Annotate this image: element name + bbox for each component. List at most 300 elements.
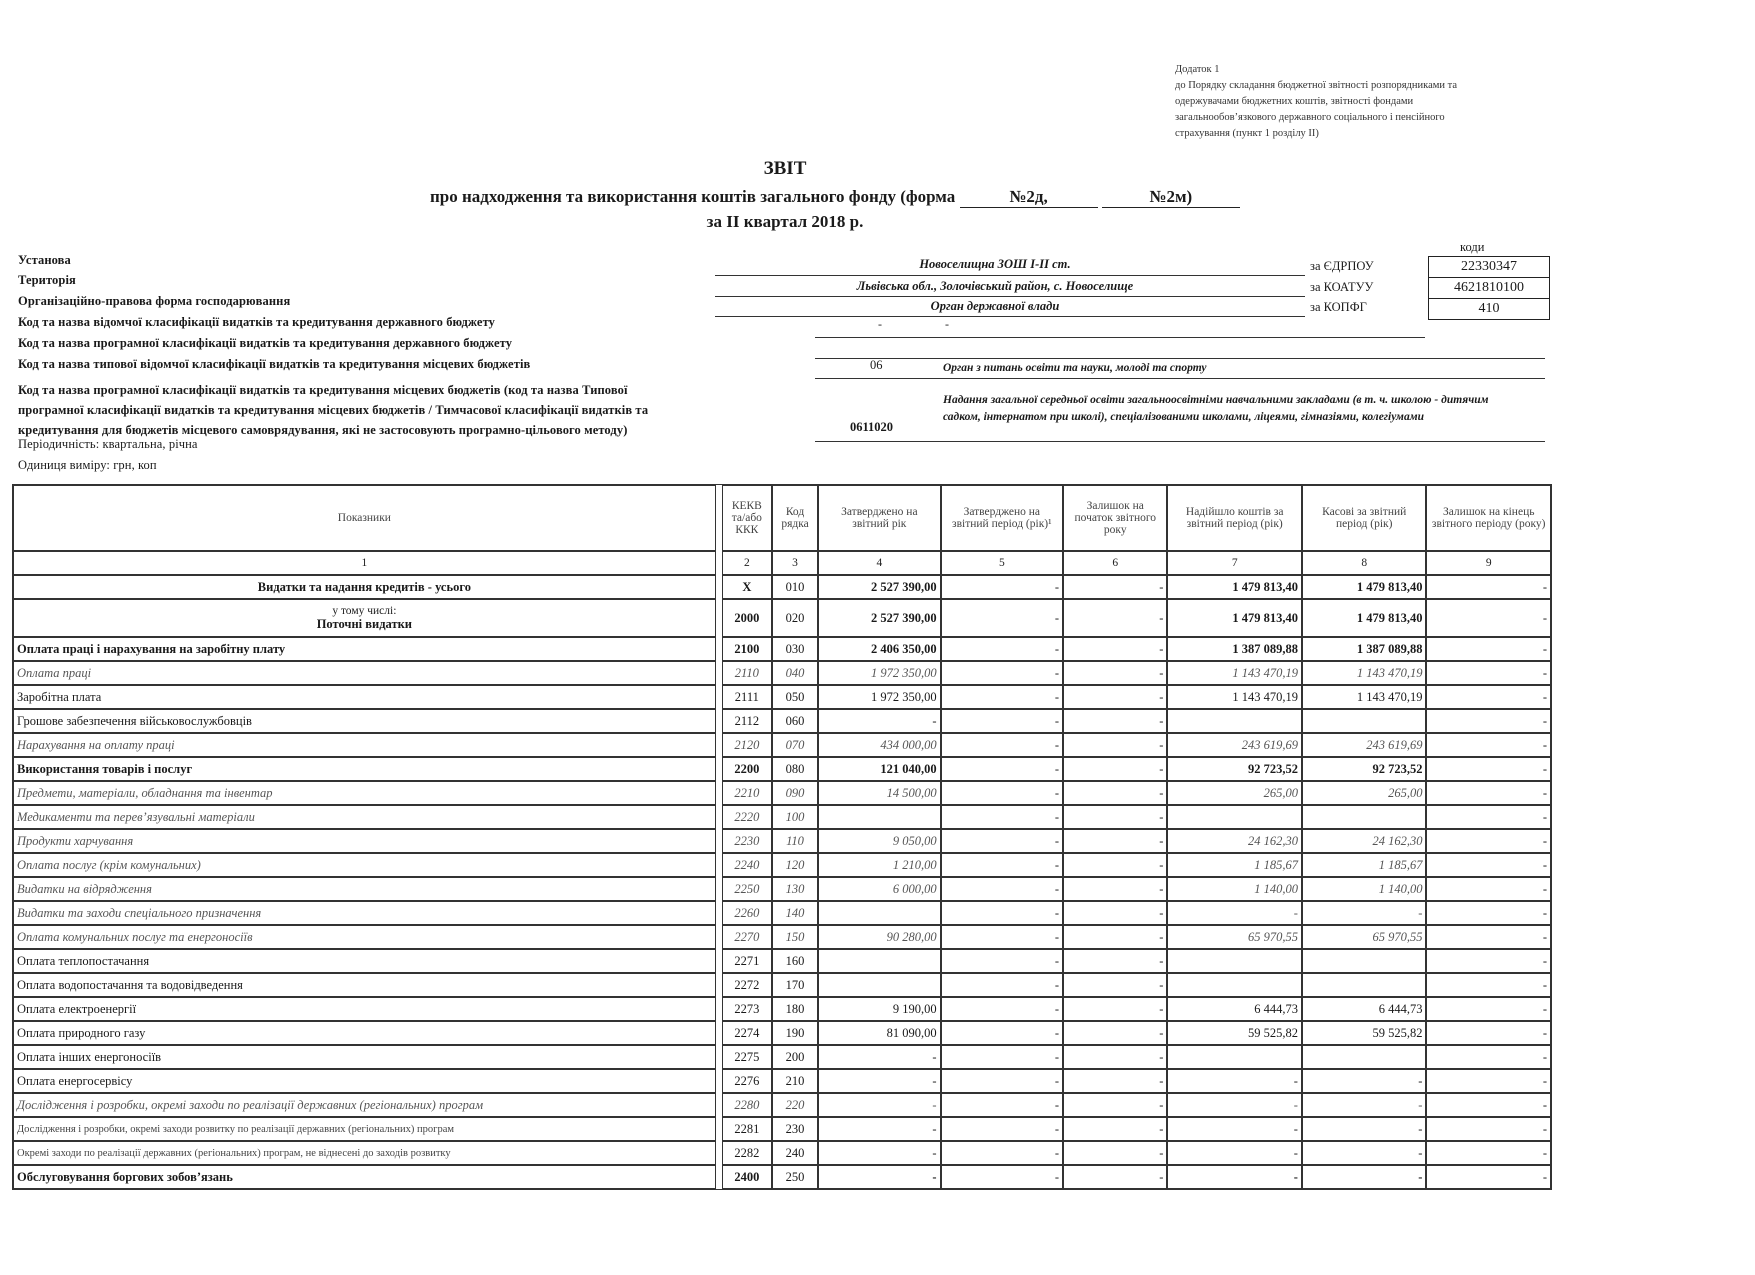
row-value-c9: - bbox=[1426, 997, 1551, 1021]
row-value-c5: - bbox=[941, 733, 1063, 757]
row-value-c9: - bbox=[1426, 805, 1551, 829]
row-value-c9: - bbox=[1426, 637, 1551, 661]
form-2m: №2м) bbox=[1102, 187, 1240, 208]
row-value-c8: - bbox=[1302, 1069, 1426, 1093]
row-value-c9: - bbox=[1426, 599, 1551, 637]
table-row bbox=[13, 1141, 1551, 1165]
row-value-c6: - bbox=[1063, 1069, 1167, 1093]
row-value-c4: - bbox=[818, 1117, 940, 1141]
table-row bbox=[13, 877, 1551, 901]
row-value-c6: - bbox=[1063, 685, 1167, 709]
row-name: Оплата природного газу bbox=[13, 1021, 716, 1045]
row-code: 250 bbox=[772, 1165, 818, 1189]
row-value-c9: - bbox=[1426, 1165, 1551, 1189]
row-value-c6: - bbox=[1063, 877, 1167, 901]
dept-state-name: - bbox=[945, 317, 949, 331]
row-name: Оплата комунальних послуг та енергоносіїв bbox=[13, 925, 716, 949]
row-value-c6: - bbox=[1063, 1117, 1167, 1141]
appendix-line: страхування (пункт 1 розділу II) bbox=[1175, 128, 1319, 139]
row-value-c4: 90 280,00 bbox=[818, 925, 940, 949]
divider bbox=[815, 441, 1545, 442]
appendix-line: Додаток 1 bbox=[1175, 64, 1220, 75]
row-kekv: 2260 bbox=[722, 901, 772, 925]
row-code: 020 bbox=[772, 599, 818, 637]
row-value-c9: - bbox=[1426, 1093, 1551, 1117]
appendix-line: загальнообов’язкового державного соціального і пенсійного bbox=[1175, 112, 1445, 123]
row-value-c5: - bbox=[941, 1165, 1063, 1189]
table-row bbox=[13, 853, 1551, 877]
row-value-c8 bbox=[1302, 1045, 1426, 1069]
row-code: 230 bbox=[772, 1117, 818, 1141]
row-name: Оплата енергосервісу bbox=[13, 1069, 716, 1093]
report-period: за ІІ квартал 2018 р. bbox=[706, 212, 864, 231]
row-code: 180 bbox=[772, 997, 818, 1021]
divider bbox=[715, 316, 1305, 317]
row-code: 100 bbox=[772, 805, 818, 829]
row-value-c5: - bbox=[941, 901, 1063, 925]
row-value-c7: - bbox=[1167, 901, 1302, 925]
row-value-c7 bbox=[1167, 973, 1302, 997]
row-name bbox=[13, 599, 716, 637]
header-cash: Касові за звітний період (рік) bbox=[1302, 485, 1426, 551]
row-value-c8: 243 619,69 bbox=[1302, 733, 1426, 757]
row-value-c9: - bbox=[1426, 575, 1551, 599]
row-value-c8: 1 143 470,19 bbox=[1302, 661, 1426, 685]
divider bbox=[715, 275, 1305, 276]
table-row bbox=[13, 637, 1551, 661]
row-kekv: 2271 bbox=[722, 949, 772, 973]
row-kekv: 2240 bbox=[722, 853, 772, 877]
row-value-c8: 1 143 470,19 bbox=[1302, 685, 1426, 709]
table-row bbox=[13, 1117, 1551, 1141]
header-balance-end: Залишок на кінець звітного періоду (року) bbox=[1426, 485, 1551, 551]
table-row bbox=[13, 709, 1551, 733]
row-value-c6: - bbox=[1063, 949, 1167, 973]
colnum: 2 bbox=[722, 551, 772, 575]
row-value-c8: 65 970,55 bbox=[1302, 925, 1426, 949]
row-value-c4: 1 210,00 bbox=[818, 853, 940, 877]
table-row bbox=[13, 973, 1551, 997]
table-row bbox=[13, 829, 1551, 853]
row-value-c4: - bbox=[818, 1141, 940, 1165]
row-value-c8: 1 387 089,88 bbox=[1302, 637, 1426, 661]
row-value-c5: - bbox=[941, 1069, 1063, 1093]
row-kekv: 2200 bbox=[722, 757, 772, 781]
row-name: Дослідження і розробки, окремі заходи по реалізації державних (регіональних) програм bbox=[13, 1093, 716, 1117]
row-code: 030 bbox=[772, 637, 818, 661]
row-value-c6: - bbox=[1063, 1021, 1167, 1045]
row-kekv: 2280 bbox=[722, 1093, 772, 1117]
row-value-c9: - bbox=[1426, 781, 1551, 805]
row-value-c7: - bbox=[1167, 1069, 1302, 1093]
row-value-c7 bbox=[1167, 709, 1302, 733]
row-name-text: Поточні видатки bbox=[316, 616, 413, 631]
row-name: Оплата водопостачання та водовідведення bbox=[13, 973, 716, 997]
row-value-c4: 81 090,00 bbox=[818, 1021, 940, 1045]
row-kekv: 2250 bbox=[722, 877, 772, 901]
prog-local-label bbox=[18, 380, 648, 440]
kopfg-code: 410 bbox=[1428, 298, 1550, 320]
row-value-c7: 1 479 813,40 bbox=[1167, 575, 1302, 599]
row-code: 140 bbox=[772, 901, 818, 925]
row-value-c8: 24 162,30 bbox=[1302, 829, 1426, 853]
row-value-c8: - bbox=[1302, 1141, 1426, 1165]
row-name: Окремі заходи по реалізації державних (регіональних) програм, не віднесені до заходів розвитку bbox=[13, 1141, 716, 1165]
row-value-c6: - bbox=[1063, 853, 1167, 877]
row-value-c6: - bbox=[1063, 781, 1167, 805]
row-value-c4: 1 972 350,00 bbox=[818, 685, 940, 709]
row-name: Видатки та надання кредитів - усього bbox=[13, 575, 716, 599]
row-value-c8: - bbox=[1302, 901, 1426, 925]
header-indicators: Показники bbox=[13, 485, 716, 551]
table-row bbox=[13, 1045, 1551, 1069]
divider bbox=[815, 337, 1425, 338]
colnum: 9 bbox=[1426, 551, 1551, 575]
row-code: 090 bbox=[772, 781, 818, 805]
table-row bbox=[13, 1021, 1551, 1045]
row-value-c6: - bbox=[1063, 575, 1167, 599]
row-value-c8: 265,00 bbox=[1302, 781, 1426, 805]
row-value-c7: 1 479 813,40 bbox=[1167, 599, 1302, 637]
table-row bbox=[13, 949, 1551, 973]
row-value-c9: - bbox=[1426, 829, 1551, 853]
row-name: Нарахування на оплату праці bbox=[13, 733, 716, 757]
appendix-note bbox=[1175, 62, 1555, 142]
prog-local-line: програмної класифікації видатків та кредитування місцевих бюджетів / Тимчасової класифікації видатків та bbox=[18, 403, 649, 417]
row-code: 170 bbox=[772, 973, 818, 997]
row-value-c6: - bbox=[1063, 973, 1167, 997]
row-value-c5: - bbox=[941, 1021, 1063, 1045]
row-value-c4: - bbox=[818, 709, 940, 733]
row-value-c6: - bbox=[1063, 1045, 1167, 1069]
prog-local-line: кредитування для бюджетів місцевого самоврядування, які не застосовують програмно-цільового методу) bbox=[18, 423, 628, 437]
row-value-c7: 24 162,30 bbox=[1167, 829, 1302, 853]
row-name: Оплата праці bbox=[13, 661, 716, 685]
row-kekv: 2274 bbox=[722, 1021, 772, 1045]
row-name: Продукти харчування bbox=[13, 829, 716, 853]
row-value-c9: - bbox=[1426, 925, 1551, 949]
koatuu-code: 4621810100 bbox=[1428, 277, 1550, 299]
legal-form-label: Організаційно-правова форма господарювання bbox=[18, 294, 291, 308]
row-value-c7: 92 723,52 bbox=[1167, 757, 1302, 781]
row-kekv: 2111 bbox=[722, 685, 772, 709]
row-value-c6: - bbox=[1063, 1093, 1167, 1117]
row-name-prefix: у тому числі: bbox=[332, 604, 397, 617]
row-code: 210 bbox=[772, 1069, 818, 1093]
row-value-c6: - bbox=[1063, 733, 1167, 757]
row-value-c5: - bbox=[941, 575, 1063, 599]
row-value-c6: - bbox=[1063, 599, 1167, 637]
row-kekv: 2400 bbox=[722, 1165, 772, 1189]
row-value-c9: - bbox=[1426, 877, 1551, 901]
row-kekv: 2272 bbox=[722, 973, 772, 997]
row-kekv: 2273 bbox=[722, 997, 772, 1021]
row-value-c8: - bbox=[1302, 1165, 1426, 1189]
row-value-c4 bbox=[818, 973, 940, 997]
row-code: 010 bbox=[772, 575, 818, 599]
header-balance-start: Залишок на початок звітного року bbox=[1063, 485, 1167, 551]
row-value-c8 bbox=[1302, 973, 1426, 997]
header-approved-year: Затверджено на звітний рік bbox=[818, 485, 940, 551]
row-name: Оплата інших енергоносіїв bbox=[13, 1045, 716, 1069]
territory-label: Територія bbox=[18, 273, 76, 287]
row-value-c7 bbox=[1167, 1045, 1302, 1069]
colnum: 8 bbox=[1302, 551, 1426, 575]
row-value-c8: 1 479 813,40 bbox=[1302, 599, 1426, 637]
row-value-c7: - bbox=[1167, 1093, 1302, 1117]
legal-form-value: Орган державної влади bbox=[930, 299, 1060, 313]
table-row bbox=[13, 1093, 1551, 1117]
row-name: Медикаменти та перев’язувальні матеріали bbox=[13, 805, 716, 829]
row-value-c5: - bbox=[941, 757, 1063, 781]
row-value-c9: - bbox=[1426, 1045, 1551, 1069]
row-value-c6: - bbox=[1063, 829, 1167, 853]
row-value-c5: - bbox=[941, 829, 1063, 853]
row-value-c6: - bbox=[1063, 1141, 1167, 1165]
row-kekv: 2281 bbox=[722, 1117, 772, 1141]
row-value-c5: - bbox=[941, 805, 1063, 829]
row-value-c4: - bbox=[818, 1093, 940, 1117]
row-name: Заробітна плата bbox=[13, 685, 716, 709]
dept-state-label: Код та назва відомчої класифікації видатків та кредитування державного бюджету bbox=[18, 315, 495, 329]
typ-local-label: Код та назва типової відомчої класифікації видатків та кредитування місцевих бюджетів bbox=[18, 357, 531, 371]
typ-local-code: 06 bbox=[870, 358, 883, 372]
row-value-c9: - bbox=[1426, 949, 1551, 973]
table-row bbox=[13, 925, 1551, 949]
row-code: 110 bbox=[772, 829, 818, 853]
report-table bbox=[12, 484, 1552, 1190]
row-value-c5: - bbox=[941, 685, 1063, 709]
table-row bbox=[13, 901, 1551, 925]
table-colnum-row bbox=[13, 551, 1551, 575]
colnum: 5 bbox=[941, 551, 1063, 575]
row-value-c5: - bbox=[941, 709, 1063, 733]
row-value-c9: - bbox=[1426, 685, 1551, 709]
row-value-c6: - bbox=[1063, 925, 1167, 949]
row-name: Грошове забезпечення військовослужбовців bbox=[13, 709, 716, 733]
row-value-c5: - bbox=[941, 599, 1063, 637]
row-code: 160 bbox=[772, 949, 818, 973]
row-value-c9: - bbox=[1426, 757, 1551, 781]
subtitle-text: про надходження та використання коштів загального фонду (форма bbox=[430, 187, 956, 206]
row-value-c4: 434 000,00 bbox=[818, 733, 940, 757]
row-value-c6: - bbox=[1063, 661, 1167, 685]
row-kekv: 2110 bbox=[722, 661, 772, 685]
row-name: Використання товарів і послуг bbox=[13, 757, 716, 781]
colnum: 6 bbox=[1063, 551, 1167, 575]
table-row bbox=[13, 781, 1551, 805]
header-received: Надійшло коштів за звітний період (рік) bbox=[1167, 485, 1302, 551]
row-code: 070 bbox=[772, 733, 818, 757]
table-row bbox=[13, 685, 1551, 709]
row-value-c7 bbox=[1167, 805, 1302, 829]
row-value-c6: - bbox=[1063, 637, 1167, 661]
row-value-c7: 265,00 bbox=[1167, 781, 1302, 805]
row-value-c6: - bbox=[1063, 757, 1167, 781]
row-code: 050 bbox=[772, 685, 818, 709]
row-kekv: Х bbox=[722, 575, 772, 599]
row-value-c4: - bbox=[818, 1069, 940, 1093]
row-kekv: 2230 bbox=[722, 829, 772, 853]
row-name: Дослідження і розробки, окремі заходи розвитку по реалізації державних (регіональних) програм bbox=[13, 1117, 716, 1141]
kopfg-label: за КОПФГ bbox=[1310, 300, 1367, 314]
colnum: 1 bbox=[13, 551, 716, 575]
row-value-c5: - bbox=[941, 1117, 1063, 1141]
divider bbox=[815, 358, 1545, 359]
appendix-line: до Порядку складання бюджетної звітності розпорядниками та bbox=[1175, 80, 1458, 91]
row-value-c7: - bbox=[1167, 1165, 1302, 1189]
institution-label: Установа bbox=[18, 253, 71, 267]
report-title: ЗВІТ bbox=[763, 158, 807, 179]
row-value-c8: 6 444,73 bbox=[1302, 997, 1426, 1021]
row-value-c5: - bbox=[941, 661, 1063, 685]
row-value-c4: 9 050,00 bbox=[818, 829, 940, 853]
row-value-c5: - bbox=[941, 637, 1063, 661]
row-value-c4: 121 040,00 bbox=[818, 757, 940, 781]
row-value-c8: 1 185,67 bbox=[1302, 853, 1426, 877]
row-value-c7: 65 970,55 bbox=[1167, 925, 1302, 949]
table-row bbox=[13, 661, 1551, 685]
row-name: Видатки та заходи спеціального призначення bbox=[13, 901, 716, 925]
unit-of-measure: Одиниця виміру: грн, коп bbox=[18, 458, 157, 472]
row-value-c4 bbox=[818, 901, 940, 925]
divider bbox=[815, 378, 1545, 379]
row-value-c7: 59 525,82 bbox=[1167, 1021, 1302, 1045]
prog-local-name: Надання загальної середньої освіти загальноосвітніми навчальними закладами (в т. ч. школою - дитячим садком, інтернатом при школі), спеціалізованими школами, ліцеями, гімназіями, колегіумами bbox=[943, 394, 1489, 423]
header-kekv: КЕКВ та/або ККК bbox=[722, 485, 772, 551]
row-value-c8 bbox=[1302, 805, 1426, 829]
row-value-c8: 1 140,00 bbox=[1302, 877, 1426, 901]
row-value-c9: - bbox=[1426, 1069, 1551, 1093]
row-value-c8: 1 479 813,40 bbox=[1302, 575, 1426, 599]
row-value-c7: 1 185,67 bbox=[1167, 853, 1302, 877]
row-value-c8: 59 525,82 bbox=[1302, 1021, 1426, 1045]
row-value-c5: - bbox=[941, 997, 1063, 1021]
row-value-c4: 9 190,00 bbox=[818, 997, 940, 1021]
row-value-c8: - bbox=[1302, 1093, 1426, 1117]
row-value-c4: - bbox=[818, 1045, 940, 1069]
table-row bbox=[13, 599, 1551, 637]
row-value-c6: - bbox=[1063, 805, 1167, 829]
row-name: Оплата електроенергії bbox=[13, 997, 716, 1021]
koatuu-label: за КОАТУУ bbox=[1310, 280, 1374, 294]
row-value-c9: - bbox=[1426, 1117, 1551, 1141]
table-row bbox=[13, 757, 1551, 781]
row-value-c4: 1 972 350,00 bbox=[818, 661, 940, 685]
row-value-c7: 1 143 470,19 bbox=[1167, 685, 1302, 709]
periodicity: Періодичність: квартальна, річна bbox=[18, 437, 198, 451]
typ-local-name: Орган з питань освіти та науки, молоді та спорту bbox=[943, 362, 1207, 374]
row-value-c9: - bbox=[1426, 661, 1551, 685]
row-value-c7: - bbox=[1167, 1117, 1302, 1141]
territory-value: Львівська обл., Золочівський район, с. Новоселище bbox=[856, 279, 1134, 293]
row-value-c9: - bbox=[1426, 853, 1551, 877]
row-value-c9: - bbox=[1426, 1141, 1551, 1165]
row-name: Оплата праці і нарахування на заробітну плату bbox=[13, 637, 716, 661]
row-code: 200 bbox=[772, 1045, 818, 1069]
table-row bbox=[13, 733, 1551, 757]
codes-header: коди bbox=[1460, 240, 1485, 254]
divider bbox=[715, 296, 1305, 297]
row-value-c5: - bbox=[941, 781, 1063, 805]
row-kekv: 2000 bbox=[722, 599, 772, 637]
report-subtitle bbox=[430, 187, 1240, 208]
row-value-c5: - bbox=[941, 973, 1063, 997]
table-row bbox=[13, 997, 1551, 1021]
row-value-c5: - bbox=[941, 925, 1063, 949]
row-value-c4 bbox=[818, 949, 940, 973]
prog-local-line: Код та назва програмної класифікації видатків та кредитування місцевих бюджетів (код та назва Типової bbox=[18, 383, 628, 397]
row-value-c7: 1 387 089,88 bbox=[1167, 637, 1302, 661]
row-value-c5: - bbox=[941, 1045, 1063, 1069]
row-value-c4: - bbox=[818, 1165, 940, 1189]
row-code: 120 bbox=[772, 853, 818, 877]
row-value-c5: - bbox=[941, 949, 1063, 973]
table-header-row bbox=[13, 485, 1551, 551]
appendix-line: одержувачами бюджетних коштів, звітності фондами bbox=[1175, 96, 1414, 107]
row-value-c7: 6 444,73 bbox=[1167, 997, 1302, 1021]
row-kekv: 2275 bbox=[722, 1045, 772, 1069]
row-value-c5: - bbox=[941, 877, 1063, 901]
row-kekv: 2220 bbox=[722, 805, 772, 829]
row-kekv: 2100 bbox=[722, 637, 772, 661]
row-value-c7: 243 619,69 bbox=[1167, 733, 1302, 757]
row-value-c8: - bbox=[1302, 1117, 1426, 1141]
row-value-c9: - bbox=[1426, 973, 1551, 997]
row-value-c8 bbox=[1302, 709, 1426, 733]
row-code: 130 bbox=[772, 877, 818, 901]
institution-value: Новоселищна ЗОШ І-ІІ ст. bbox=[919, 257, 1071, 271]
row-value-c6: - bbox=[1063, 1165, 1167, 1189]
row-value-c5: - bbox=[941, 1093, 1063, 1117]
row-code: 240 bbox=[772, 1141, 818, 1165]
row-code: 220 bbox=[772, 1093, 818, 1117]
row-value-c8: 92 723,52 bbox=[1302, 757, 1426, 781]
row-name: Видатки на відрядження bbox=[13, 877, 716, 901]
row-value-c4 bbox=[818, 805, 940, 829]
prog-local-code: 0611020 bbox=[850, 420, 894, 434]
row-value-c9: - bbox=[1426, 709, 1551, 733]
row-name: Предмети, матеріали, обладнання та інвентар bbox=[13, 781, 716, 805]
dept-state-value: - bbox=[878, 317, 882, 331]
row-value-c8 bbox=[1302, 949, 1426, 973]
row-value-c6: - bbox=[1063, 901, 1167, 925]
row-value-c6: - bbox=[1063, 997, 1167, 1021]
row-code: 190 bbox=[772, 1021, 818, 1045]
row-value-c4: 6 000,00 bbox=[818, 877, 940, 901]
row-value-c5: - bbox=[941, 853, 1063, 877]
row-kekv: 2112 bbox=[722, 709, 772, 733]
table-row bbox=[13, 575, 1551, 599]
row-value-c9: - bbox=[1426, 901, 1551, 925]
form-2d: №2д, bbox=[960, 187, 1098, 208]
row-value-c7: - bbox=[1167, 1141, 1302, 1165]
edrpou-code: 22330347 bbox=[1428, 256, 1550, 278]
colnum: 4 bbox=[818, 551, 940, 575]
colnum: 7 bbox=[1167, 551, 1302, 575]
row-value-c4: 14 500,00 bbox=[818, 781, 940, 805]
header-approved-period: Затверджено на звітний період (рік)¹ bbox=[941, 485, 1063, 551]
row-name: Оплата теплопостачання bbox=[13, 949, 716, 973]
row-code: 080 bbox=[772, 757, 818, 781]
row-name: Оплата послуг (крім комунальних) bbox=[13, 853, 716, 877]
table-row bbox=[13, 1165, 1551, 1189]
row-value-c7: 1 140,00 bbox=[1167, 877, 1302, 901]
row-kekv: 2120 bbox=[722, 733, 772, 757]
row-value-c7 bbox=[1167, 949, 1302, 973]
row-kekv: 2276 bbox=[722, 1069, 772, 1093]
row-value-c5: - bbox=[941, 1141, 1063, 1165]
